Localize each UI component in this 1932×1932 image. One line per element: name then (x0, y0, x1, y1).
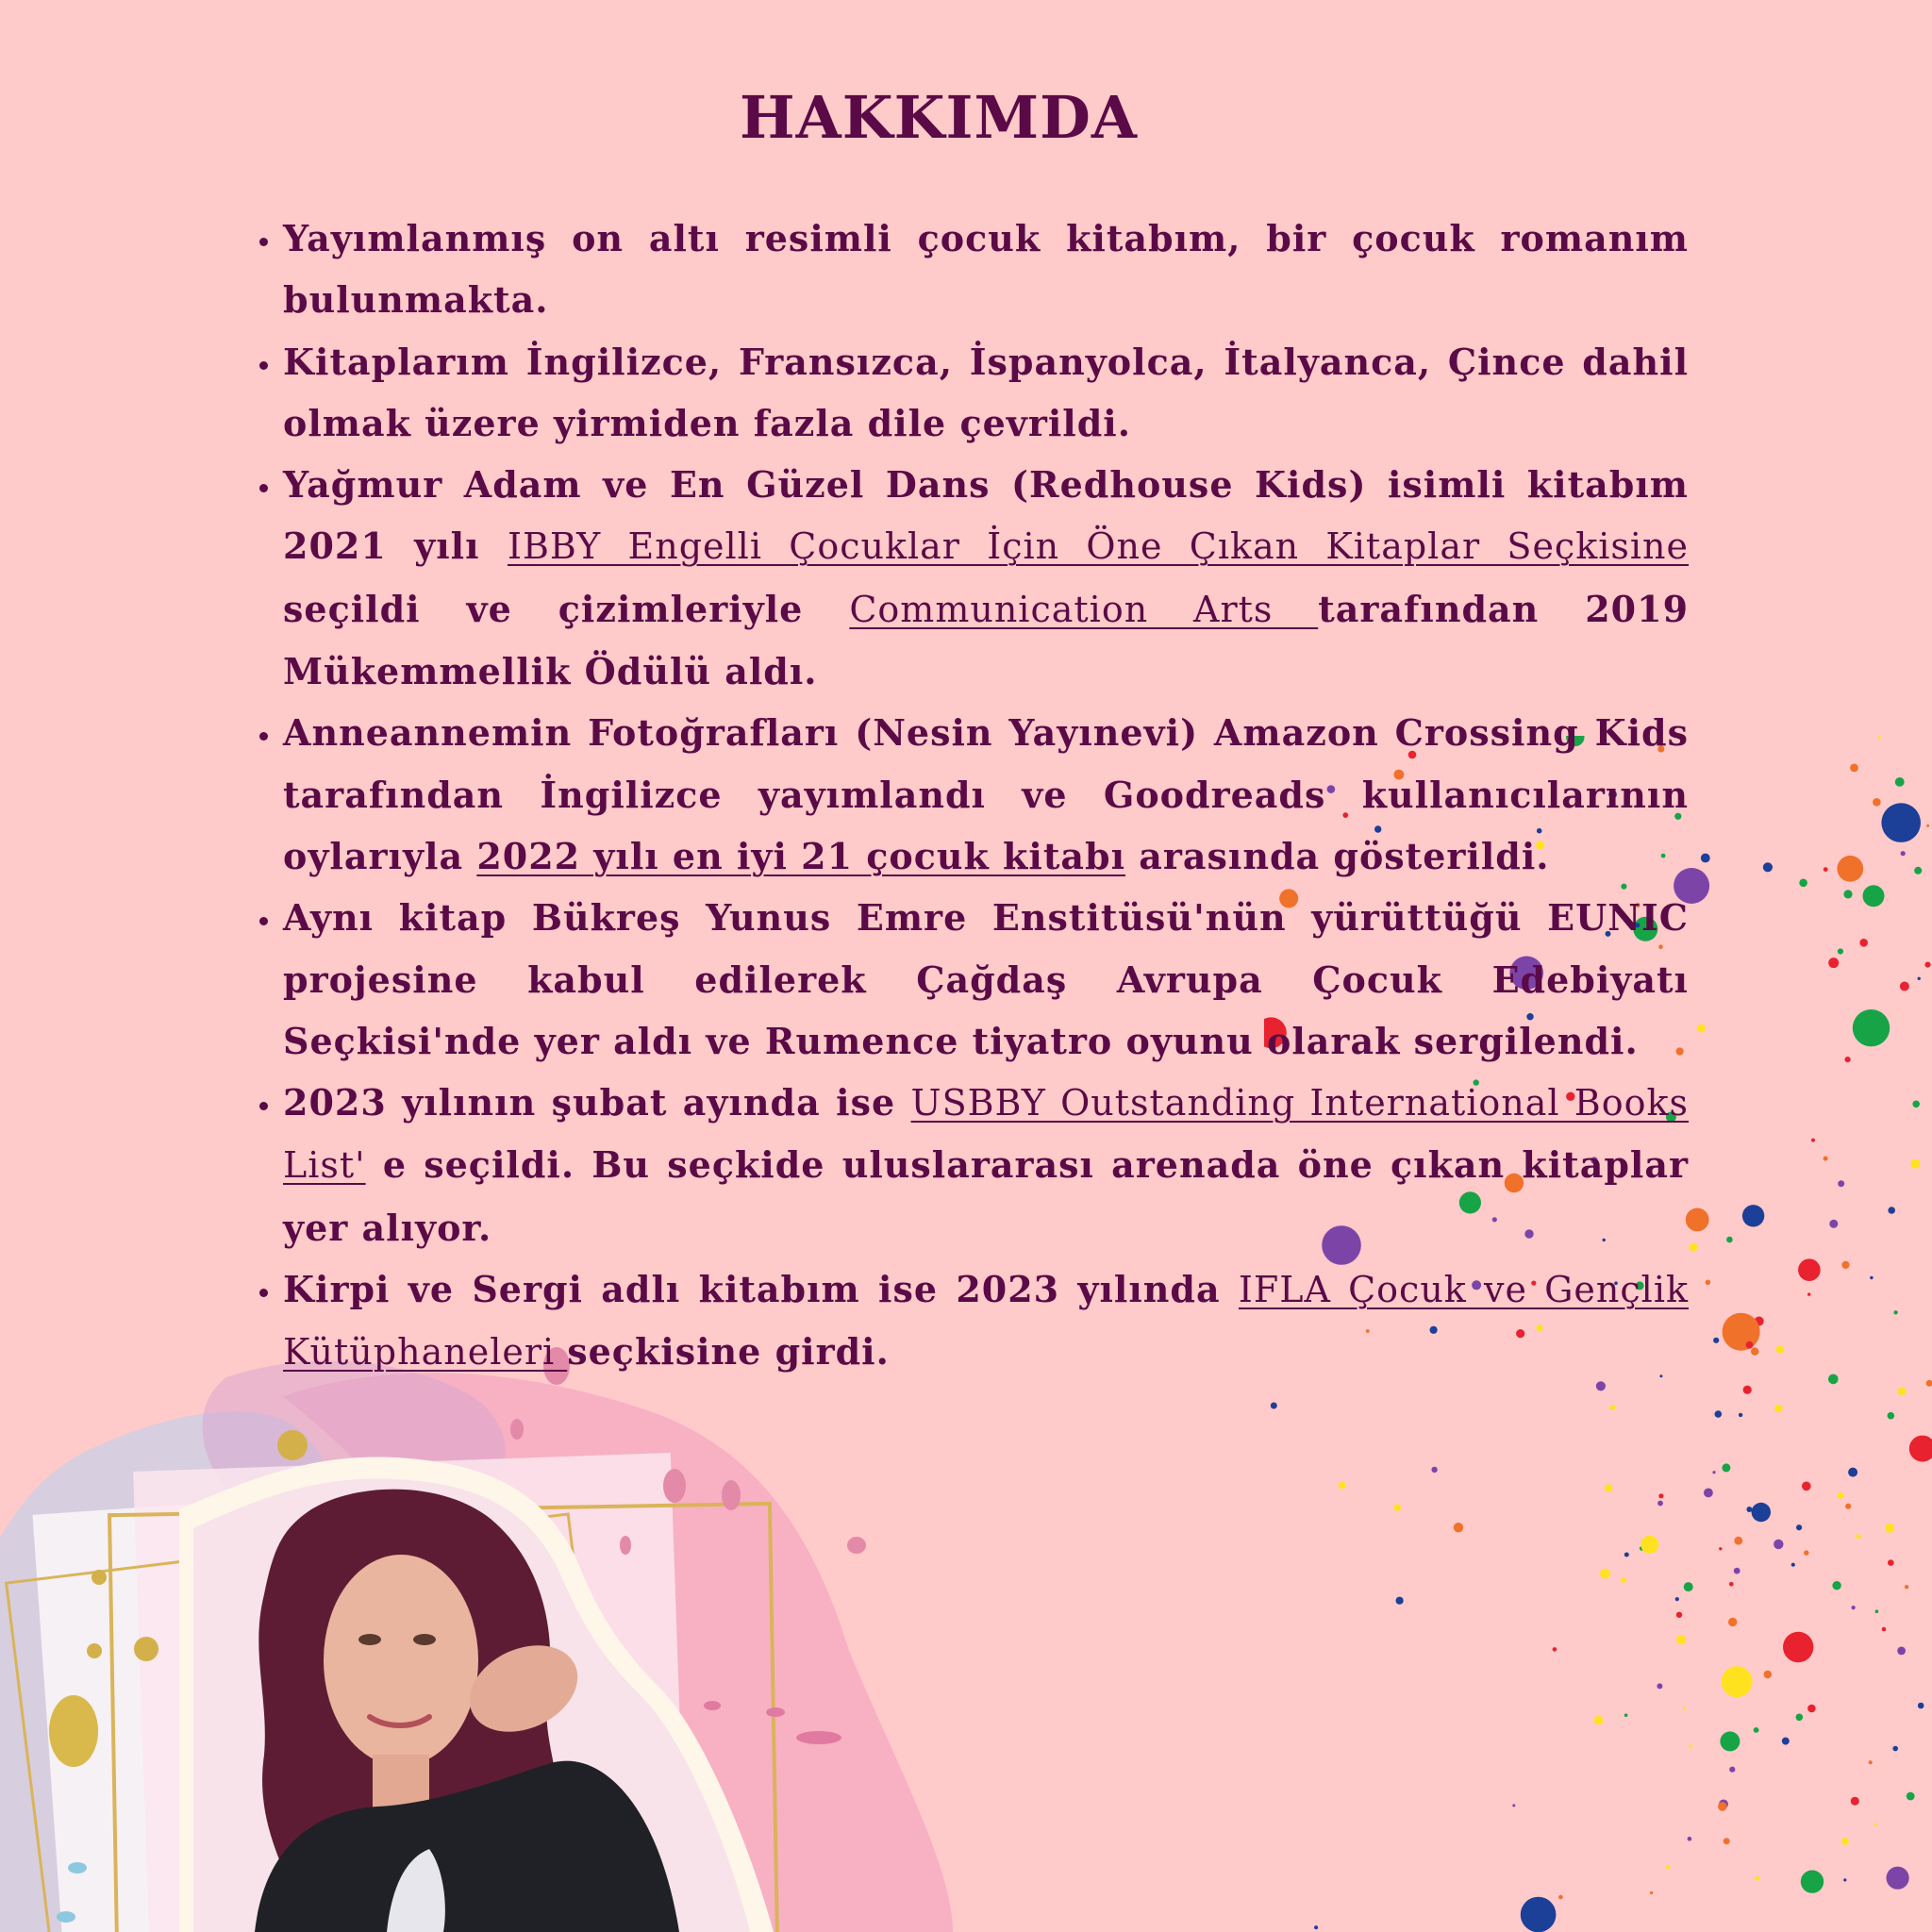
confetti-dot (1782, 1738, 1790, 1745)
confetti-dot (1918, 1703, 1924, 1709)
confetti-dot (1722, 1666, 1753, 1697)
confetti-dot (1605, 1484, 1612, 1491)
confetti-dot (1845, 1057, 1851, 1062)
confetti-dot (1841, 1261, 1849, 1269)
confetti-dot (1746, 1507, 1752, 1512)
confetti-dot (1888, 1207, 1895, 1214)
confetti-dot (1728, 1618, 1737, 1626)
list-item (283, 1072, 1689, 1258)
confetti-dot (1396, 1597, 1404, 1605)
item-text: 2023 yılının şubat ayında ise (283, 1081, 911, 1124)
confetti-dot (1848, 1468, 1857, 1477)
goodreads-best-books-link[interactable]: 2022 yılı en iyi 21 çocuk kitabı (476, 834, 1125, 877)
confetti-dot (1754, 1727, 1759, 1733)
confetti-dot (1704, 1489, 1713, 1498)
confetti-dot (1888, 1559, 1894, 1566)
confetti-dot (1811, 1139, 1815, 1142)
confetti-dot (1271, 1403, 1277, 1409)
confetti-dot (1594, 1716, 1603, 1724)
confetti-dot (1752, 1503, 1771, 1522)
confetti-dot (1912, 1101, 1920, 1108)
confetti-dot (1850, 764, 1858, 773)
list-item (283, 331, 1689, 455)
confetti-dot (1689, 1744, 1692, 1748)
confetti-dot (1828, 1374, 1839, 1385)
confetti-dot (1892, 1746, 1898, 1752)
confetti-dot (1676, 1612, 1682, 1618)
confetti-dot (1697, 1024, 1706, 1033)
confetti-dot (1804, 1550, 1808, 1555)
confetti-dot (1905, 1585, 1908, 1589)
confetti-dot (1558, 1895, 1563, 1900)
item-text: Yağmur Adam ve En Güzel Dans (Redhouse Kids) isimli kitabım 2021 yılı (283, 463, 1689, 568)
confetti-dot (1742, 1205, 1764, 1226)
author-eye (358, 1634, 381, 1645)
confetti-dot (1843, 1878, 1846, 1881)
item-text: Aynı kitap Bükreş Yunus Emre Enstitüsü'nün yürüttüğü EUNIC projesine kabul edilerek Çağdaş Avrupa Çocuk Edebiyatı Seçkisi'nde yer aldı ve Rumence tiyatro oyunu olarak sergilendi. (283, 896, 1689, 1062)
confetti-dot (1658, 1493, 1663, 1498)
confetti-dot (1882, 1627, 1887, 1632)
confetti-dot (1719, 1547, 1722, 1550)
pink-petal (722, 1480, 741, 1510)
ifla-link[interactable]: IFLA Çocuk ve Gençlik Kütüphaneleri (283, 1269, 1690, 1374)
confetti-dot (1807, 1292, 1810, 1295)
confetti-dot (1454, 1523, 1463, 1532)
confetti-dot (1914, 867, 1922, 874)
item-text: seçildi ve çizimleriyle (283, 587, 850, 630)
confetti-dot (1887, 1867, 1909, 1890)
confetti-dot (1774, 1540, 1783, 1549)
confetti-dot (1657, 1501, 1663, 1507)
pink-petal (510, 1419, 524, 1440)
confetti-dot (1918, 977, 1921, 980)
confetti-dot (1838, 1180, 1844, 1187)
confetti-dot (1832, 1581, 1840, 1590)
confetti-dot (1624, 1553, 1629, 1557)
confetti-dot (1828, 958, 1839, 968)
confetti-dot (1683, 1707, 1686, 1709)
confetti-dot (1824, 867, 1828, 872)
confetti-dot (1512, 1804, 1515, 1807)
page-title: HAKKIMDA (740, 83, 1138, 152)
confetti-dot (1675, 1597, 1679, 1601)
bio-list (245, 208, 1689, 1384)
item-text: e seçildi. Bu seçkide uluslararası arenada öne çıkan kitaplar yer alıyor. (283, 1143, 1689, 1249)
confetti-dot (1888, 1412, 1895, 1420)
confetti-dot (1910, 1159, 1920, 1169)
author-face (324, 1555, 478, 1766)
confetti-dot (1713, 1338, 1719, 1343)
pink-petal (704, 1701, 721, 1710)
pink-petal (766, 1707, 785, 1717)
confetti-dot (1521, 1897, 1557, 1932)
confetti-dot (1926, 1380, 1932, 1387)
confetti-dot (1851, 1797, 1859, 1806)
confetti-dot (1873, 798, 1881, 807)
confetti-dot (1641, 1536, 1658, 1554)
confetti-dot (1802, 1482, 1811, 1491)
confetti-dot (1657, 1683, 1662, 1689)
confetti-dot (1877, 736, 1880, 739)
confetti-dot (1853, 1009, 1890, 1046)
confetti-dot (1715, 1410, 1723, 1418)
list-item (283, 887, 1689, 1072)
usbby-link[interactable]: USBBY Outstanding International Books List' (283, 1082, 1690, 1187)
confetti-dot (1895, 777, 1905, 787)
confetti-dot (1746, 1341, 1754, 1349)
confetti-dot (1869, 1760, 1873, 1764)
confetti-dot (1751, 1347, 1758, 1355)
confetti-dot (1553, 1647, 1557, 1652)
confetti-dot (1791, 1563, 1795, 1567)
confetti-dot (1688, 1837, 1692, 1841)
list-item (283, 208, 1689, 331)
confetti-dot (1729, 1582, 1734, 1587)
author-photo-collage (0, 1340, 981, 1932)
confetti-dot (1764, 1671, 1772, 1678)
confetti-dot (1720, 1731, 1740, 1751)
gold-dot (87, 1643, 102, 1658)
confetti-dot (1901, 851, 1906, 856)
pink-petal (796, 1731, 841, 1744)
confetti-dot (1898, 1387, 1907, 1395)
confetti-dot (1394, 1504, 1401, 1510)
confetti-dot (1801, 1870, 1824, 1892)
confetti-dot (1676, 1635, 1686, 1644)
confetti-dot (1701, 854, 1710, 863)
confetti-dot (1859, 939, 1868, 947)
confetti-dot (1843, 890, 1852, 898)
item-text: Kitaplarım İngilizce, Fransızca, İspanyolca, İtalyanca, Çince dahil olmak üzere yirmiden fazla dile çevrildi. (283, 340, 1689, 444)
confetti-dot (1621, 1577, 1626, 1583)
confetti-dot (1783, 1632, 1813, 1662)
confetti-dot (1799, 879, 1807, 888)
pink-petal (620, 1536, 631, 1555)
confetti-dot (1852, 1606, 1856, 1609)
confetti-dot (1807, 1705, 1816, 1713)
confetti-dot (1684, 1582, 1693, 1591)
confetti-dot (1690, 1243, 1698, 1252)
confetti-dot (1718, 1802, 1727, 1811)
confetti-dot (1724, 1838, 1730, 1844)
confetti-dot (1774, 1405, 1782, 1412)
confetti-dot (1743, 1386, 1752, 1394)
confetti-dot (1610, 1405, 1616, 1410)
confetti-dot (1798, 1258, 1821, 1281)
confetti-dot (1600, 1569, 1610, 1579)
confetti-dot (1722, 1463, 1730, 1472)
confetti-dot (1857, 1534, 1861, 1539)
confetti-dot (1755, 1876, 1759, 1881)
confetti-dot (1845, 1504, 1851, 1509)
blue-drop (57, 1911, 75, 1923)
pink-petal (847, 1537, 866, 1554)
item-text: tarafından 2019 Mükemmellik Ödülü aldı. (283, 587, 1690, 693)
confetti-dot (1900, 982, 1909, 991)
list-item (283, 454, 1689, 702)
confetti-dot (1824, 1157, 1828, 1161)
confetti-dot (1838, 1492, 1844, 1499)
confetti-dot (1739, 1413, 1742, 1417)
confetti-dot (1837, 856, 1863, 882)
confetti-dot (1706, 1280, 1711, 1286)
confetti-dot (1796, 1714, 1804, 1722)
gold-dot (49, 1695, 98, 1767)
confetti-dot (1897, 1647, 1906, 1656)
gold-dot (134, 1637, 158, 1661)
confetti-dot (1893, 1310, 1897, 1314)
confetti-dot (1874, 1823, 1877, 1825)
confetti-dot (1734, 1568, 1740, 1574)
item-text: Kirpi ve Sergi adlı kitabım ise 2023 yılında (283, 1268, 1239, 1311)
confetti-dot (1796, 1524, 1802, 1530)
confetti-dot (1841, 1838, 1849, 1845)
gold-dot (92, 1570, 107, 1585)
list-item (283, 1258, 1689, 1384)
confetti-dot (1875, 1609, 1879, 1613)
pink-petal (663, 1469, 686, 1503)
confetti-dot (1650, 1891, 1653, 1894)
confetti-dot (1926, 824, 1929, 827)
confetti-dot (1838, 948, 1843, 954)
item-text: arasında gösterildi. (1125, 834, 1550, 877)
confetti-dot (1686, 1208, 1709, 1232)
confetti-dot (1314, 1925, 1318, 1929)
confetti-dot (1734, 1537, 1742, 1545)
confetti-dot (1907, 1792, 1915, 1801)
item-text: Anneannemin Fotoğrafları (Nesin Yayınevi) Amazon Crossing Kids tarafından İngilizce yayımlandı ve Goodreads kullanıcılarının oylarıyla (283, 711, 1689, 877)
confetti-dot (1729, 1767, 1735, 1773)
confetti-dot (1863, 885, 1885, 907)
gold-dot (277, 1430, 308, 1460)
confetti-dot (1723, 1313, 1760, 1351)
confetti-dot (1924, 962, 1930, 968)
item-text: seçkisine girdi. (567, 1330, 890, 1374)
confetti-dot (1870, 1276, 1873, 1279)
confetti-dot (1666, 1865, 1671, 1870)
blue-drop (68, 1862, 87, 1874)
ibby-link[interactable]: IBBY Engelli Çocuklar İçin Öne Çıkan Kitaplar Seçkisine (507, 525, 1690, 568)
confetti-dot (1909, 1436, 1932, 1462)
confetti-dot (1712, 1471, 1715, 1474)
confetti-dot (1776, 1345, 1784, 1353)
confetti-dot (1885, 1524, 1894, 1533)
item-text: Yayımlanmış on altı resimli çocuk kitabım, bir çocuk romanım bulunmakta. (283, 217, 1689, 322)
confetti-dot (1431, 1467, 1437, 1473)
confetti-dot (1726, 1237, 1733, 1243)
confetti-dot (1339, 1482, 1346, 1490)
confetti-dot (1881, 803, 1921, 842)
communication-arts-link[interactable]: Communication Arts (849, 588, 1319, 630)
list-item (283, 702, 1689, 887)
confetti-dot (1829, 1220, 1838, 1228)
confetti-dot (1763, 862, 1773, 872)
confetti-dot (1624, 1713, 1628, 1717)
author-eye (413, 1634, 436, 1645)
